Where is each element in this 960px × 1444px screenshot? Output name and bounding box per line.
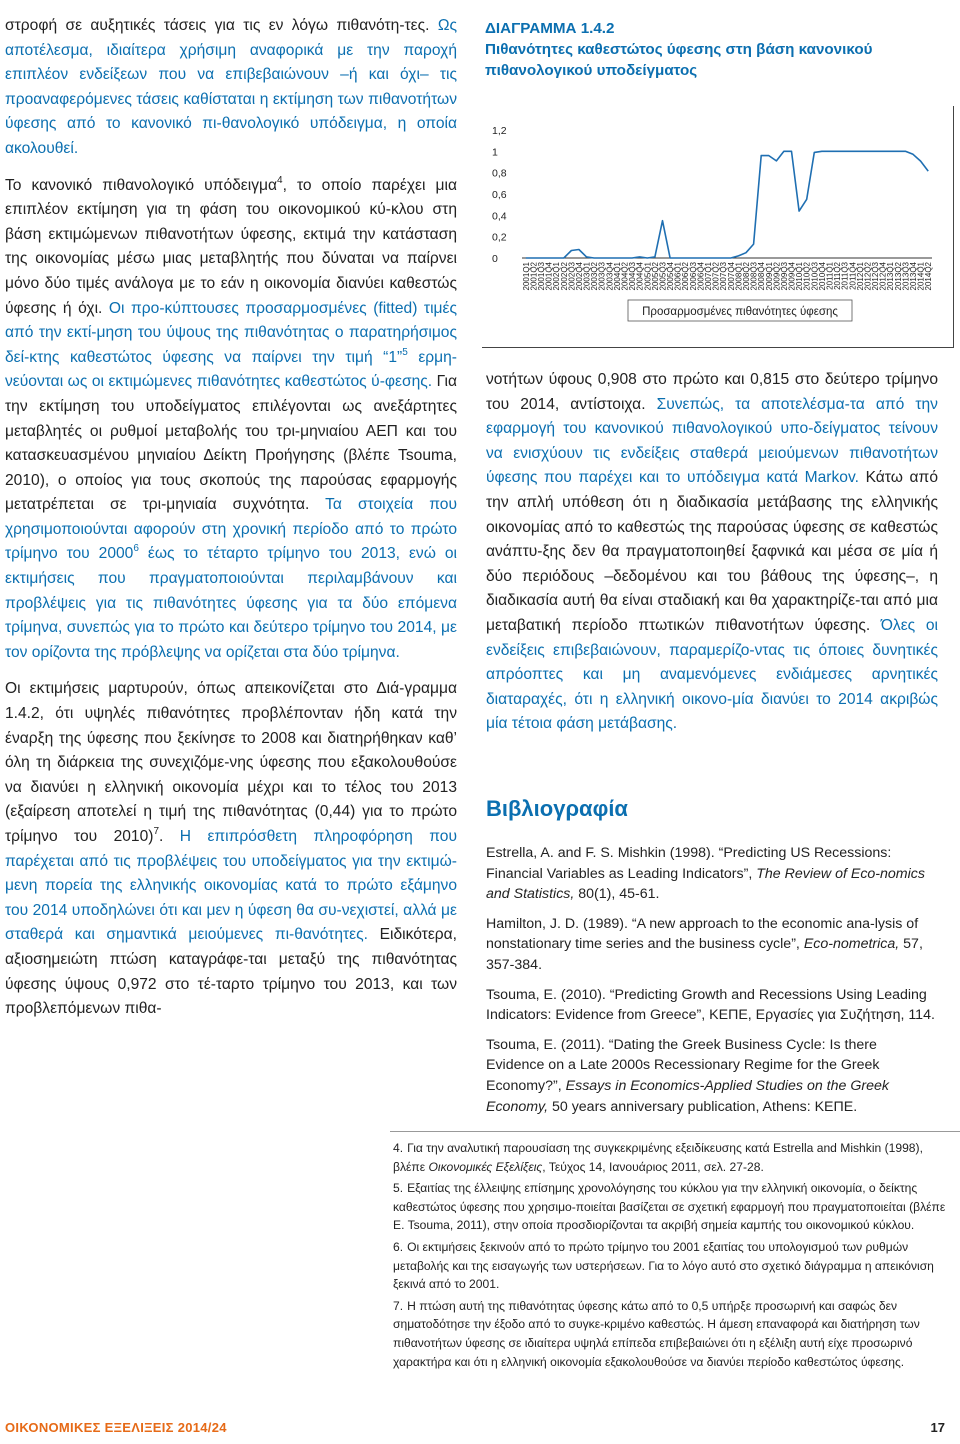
p2-text-b: , το οποίο παρέχει μια επιπλέον εκτίμηση για τη φάση του οικονομικού κύ-κλου στη βάση εκτιμώμενων πιθανοτήτων ύφεσης, εκτιμά την κατάσταση της οικονομίας μέσω μιας μεταβλητής που δύναται να παίρνει μόνο δύο τιμές ανάλογα με το εάν η οικονομία διανύει καθεστώς ύφεσης ή όχι.	[5, 176, 458, 317]
x-tick-label: 2010Q2	[802, 262, 812, 291]
chart-label: ΔΙΑΓΡΑΜΜΑ 1.4.2	[485, 20, 615, 37]
reference-item	[486, 1035, 938, 1117]
x-tick-label: 2001Q4	[544, 262, 554, 291]
x-tick-label: 2005Q4	[666, 262, 676, 291]
x-tick-label: 2004Q1	[612, 262, 622, 291]
x-tick-label: 2001Q2	[529, 262, 539, 291]
reference-journal: Essays in Economics-Applied Studies on the Greek Economy,	[486, 1077, 889, 1115]
x-tick-label: 2012Q4	[878, 262, 888, 291]
footnote-ref-5[interactable]: 5	[402, 346, 408, 358]
reference-item	[486, 985, 938, 1026]
reference-text: Tsouma, E. (2010). “Predicting Growth and Recessions Using Leading Indicators: Evidence from Greece”, ΚΕΠΕ, Εργασίες για Συζήτηση, 114.	[486, 986, 935, 1024]
reference-details: 57, 357-384.	[486, 936, 923, 973]
footnote-text-end: , Τεύχος 14, Ιανουάριος 2011, σελ. 27-28.	[542, 1159, 764, 1174]
reference-text: Hamilton, J. D. (1989). “A new approach to the economic ana-lysis of nonstationary time series and the business cycle”,	[486, 915, 919, 953]
x-tick-label: 2011Q1	[825, 262, 835, 290]
paragraph-3	[5, 677, 457, 1021]
reference-journal: Eco-nometrica,	[803, 936, 900, 953]
x-tick-label: 2003Q1	[582, 262, 592, 291]
x-tick-label: 2012Q2	[863, 262, 873, 291]
pr1-highlight-2: Όλες οι ενδείξεις επιβεβαιώνουν, παραμερίζο-ντας τις όποιες δυνητικές απρόοπτες και μη αναμενόμενες ενδιάμεσες αρνητικές διαταραχές, ότι η ελληνική οικονο-μία διανύει το 2014 ακριβώς μία τέτοια φάση μετάβασης.	[486, 616, 938, 733]
x-tick-label: 2003Q2	[590, 262, 600, 291]
left-column	[5, 14, 457, 1022]
y-tick-label: 1,2	[492, 125, 507, 137]
x-tick-label: 2002Q3	[567, 262, 577, 291]
x-tick-label: 2006Q1	[673, 262, 683, 291]
y-tick-label: 0,6	[492, 189, 507, 201]
x-tick-label: 2007Q4	[726, 262, 736, 291]
paragraph-1	[5, 14, 457, 162]
pr1-highlight-1: Συνεπώς, τα αποτελέσμα-τα από την εφαρμογή του κανονικού πιθανολογικού υπο-δείγματος τείνουν να ενισχύουν τις ενδείξεις σταθερά μειούμενων πιθανοτήτων ύφεσης που παρέχει και το υπόδειγμα κατά Markov.	[486, 395, 938, 487]
x-tick-label: 2003Q4	[605, 262, 615, 291]
footnote-divider	[390, 1131, 960, 1132]
footnote-number: 6.	[393, 1239, 404, 1254]
footnote-text: Η πτώση αυτή της πιθανότητας ύφεσης κάτω από το 0,5 υπήρξε προσωρινή και σαφώς δεν σηματοδότησε την έξοδο από το συγκε-κριμένο καθεστώς. Η άμεση επαναφορά και διατήρηση των πιθανοτήτων ύφεσης σε ιδιαίτερα υψηλά επίπεδα επιβεβαιώνει ότι η εξέλιξη αυτή είχε προσωρινό χαρακτήρα και ότι η ελληνική οικονομία εξακολουθούσε να διανύει περίοδο καθεστώτος ύφεσης.	[393, 1298, 920, 1369]
x-tick-label: 2011Q4	[848, 262, 858, 290]
x-tick-label: 2003Q3	[597, 262, 607, 291]
x-tick-label: 2002Q2	[559, 262, 569, 291]
p2-highlight-2: ερμη-νεύονται ως οι εκτιμώμενες πιθανότητες καθεστώτος ύ-φεσης.	[5, 348, 457, 391]
x-tick-label: 2010Q3	[810, 262, 820, 291]
reference-journal: The Review of Eco-nomics and Statistics,	[486, 865, 925, 903]
footnotes	[393, 1139, 953, 1374]
page-footer	[5, 1420, 945, 1440]
x-tick-label: 2013Q3	[901, 262, 911, 291]
x-tick-label: 2013Q1	[886, 262, 896, 291]
p3-text-e: Ειδικότερα, αξιοσημειώτη πτώση καταγράφε-ται μεταξύ της πιθανότητας ύφεσης ύψους 0,972 στο τέ-ταρτο τρίμηνο του 2013, και των προβλεπόμενων πιθα-	[5, 926, 457, 1018]
y-tick-label: 0,4	[492, 210, 507, 223]
footnote-4	[393, 1139, 953, 1176]
chart-panel	[482, 14, 954, 348]
x-tick-label: 2012Q3	[871, 262, 881, 291]
x-tick-label: 2001Q1	[521, 262, 531, 291]
paragraph-2	[5, 174, 457, 666]
x-tick-label: 2009Q3	[779, 262, 789, 291]
p3-highlight: Η επιπρόσθετη πληροφόρηση που παρέχεται από τις προβλέψεις του υποδείγματος για την εκτιμώ-μενη πορεία της ελληνικής οικονομίας κατά το πρώτο εξάμηνο του 2014 υποδηλώνει ότι και μεν η ύφεση θα συ-νεχιστεί, αλλά με σταθερά και σημαντικά μειούμενες πι-θανότητες.	[5, 828, 457, 944]
x-tick-label: 2006Q4	[696, 262, 706, 291]
bibliography-list	[486, 843, 938, 1126]
bibliography-heading: Βιβλιογραφία	[486, 796, 628, 821]
page-number: 17	[930, 1420, 945, 1435]
p3-text-c: αν ήδη κατά την έναρξη της ύφεσης που ξεκίνησε το 2008 και διατηρήθηκαν καθ’ όλη τη διάρκεια της συνεχιζόμε-νης ύφεσης που εξακολουθούσε να διανύει η ελληνική οικονομία μέχρι και το τέλος του 2013 (εξαίρεση αποτελεί η τιμή της πιθανότητας (0,44) για το πρώτο τρίμηνο του 2010)	[5, 705, 457, 845]
y-tick-label: 1	[492, 146, 498, 159]
series-line-recession-probability	[526, 151, 928, 258]
pr1-text-b: Κάτω από την απλή υπόθεση ότι η διαδικασία μετάβασης της ελληνικής οικονομίας από το καθεστώς της παρούσας ύφεσης σε καθεστώς ανάπτυ-ξης δεν θα πραγματοποιηθεί ξαφνικά και μέσα σε μία ή δύο περιόδους –δεδομένου και του βάθους της ύφεσης–, η διαδικασία αυτή θα είναι σταδιακή και θα χαρακτηρίζε-ται από μια μεταβατική περίοδο πτωτικών πιθανοτήτων ύφεσης.	[486, 469, 938, 634]
x-tick-label: 2005Q3	[658, 262, 668, 291]
x-tick-label: 2013Q4	[909, 262, 919, 291]
footnote-7	[393, 1297, 953, 1371]
p3-text-d: .	[159, 828, 180, 845]
footnote-number: 5.	[393, 1181, 404, 1196]
x-tick-label: 2004Q4	[635, 262, 645, 291]
x-tick-label: 2008Q4	[757, 262, 767, 291]
x-tick-label: 2009Q2	[772, 262, 782, 291]
x-tick-label: 2005Q2	[650, 262, 660, 291]
legend-label: Προσαρμοσμένες πιθανότητες ύφεσης	[642, 306, 838, 318]
x-tick-label: 2002Q4	[574, 262, 584, 291]
x-tick-label: 2001Q3	[536, 262, 546, 291]
p1-text: στροφή σε αυξητικές τάσεις για τις εν λόγω πιθανότη-τες.	[5, 17, 438, 34]
footnote-5	[393, 1179, 953, 1235]
footnote-italic: Οικονομικές Εξελίξεις	[428, 1159, 543, 1174]
publication-title: ΟΙΚΟΝΟΜΙΚΕΣ ΕΞΕΛΙΞΕΙΣ 2014/24	[5, 1420, 227, 1435]
x-tick-label: 2002Q1	[552, 262, 562, 291]
reference-text: Tsouma, E. (2011). “Dating the Greek Business Cycle: Is there Evidence on a Late 2000s Recessionary Regime for the Greek Economy?”,	[486, 1036, 880, 1094]
reference-item	[486, 843, 938, 905]
footnote-6	[393, 1238, 953, 1294]
x-tick-label: 2008Q3	[749, 262, 759, 291]
reference-item	[486, 914, 938, 976]
y-tick-label: 0,8	[492, 167, 507, 180]
footnote-ref-6[interactable]: 6	[133, 543, 139, 555]
footnote-ref-7[interactable]: 7	[153, 826, 160, 837]
p2-highlight-4: έως το τέταρτο τρίμηνο του 2013, ενώ οι εκτιμήσεις που πραγματοποιούνται περιλαμβάνουν και προβλέψεις για τις πιθανότητες ύφεσης για τα δύο επόμενα τρίμηνα, συνεπώς για το πρώτο και δεύτερο τρίμηνο του 2014, με τον ορίζοντα της πρόβλεψης να ορίζεται στα δύο τρίμηνα.	[5, 545, 457, 661]
right-column	[486, 368, 938, 737]
x-tick-label: 2009Q1	[764, 262, 774, 291]
footnote-text: Οι εκτιμήσεις ξεκινούν από το πρώτο τρίμηνο του 2001 εξαιτίας του υπολογισμού των ρυθμών μεταβολής και της εισαγωγής των υστερήσεων. Για το λόγο αυτό στο σχετικό διάγραμμα η απεικόνιση ξεκινά από το 2001.	[393, 1239, 934, 1292]
x-tick-label: 2010Q1	[795, 262, 805, 291]
x-tick-label: 2011Q2	[833, 262, 843, 290]
x-tick-label: 2012Q1	[855, 262, 865, 291]
reference-text: Estrella, A. and F. S. Mishkin (1998). “Predicting US Recessions: Financial Variables as Leading Indicators”,	[486, 845, 892, 882]
p2-text-a: Το κανονικό πιθανολογικό υπόδειγμα	[5, 176, 278, 194]
x-tick-label: 2004Q3	[628, 262, 638, 291]
footnote-ref-4[interactable]: 4	[277, 174, 283, 186]
x-tick-label: 2005Q1	[643, 262, 653, 291]
x-tick-label: 2006Q2	[681, 262, 691, 291]
x-tick-label: 2010Q4	[817, 262, 827, 291]
p2-highlight-3: Τα στοιχεία που χρησιμοποιούνται αφορούν στη χρονική περίοδο από το πρώτο τρίμηνο του 2000	[5, 496, 457, 563]
footnote-number: 7.	[393, 1298, 404, 1313]
recession-probability-chart	[482, 106, 954, 348]
x-tick-label: 2004Q2	[620, 262, 630, 291]
y-tick-label: 0,2	[492, 231, 507, 244]
x-tick-label: 2006Q3	[688, 262, 698, 291]
y-tick-label: 0	[492, 253, 498, 265]
footnote-text: Εξαιτίας της έλλειψης επίσημης χρονολόγησης του κύκλου για την ελληνική οικονομία, ο δείκτης καθεστώτος ύφεσης που χρησιμο-ποιείται βασίζεται σε σχετική εφαρμογή που πραγματοποιείται (βλέπε E. Tsouma, 2011), στην οποία προσδιορίζονται τα ακριβή σημεία καμπής του οικονομικού κύκλου.	[393, 1181, 946, 1233]
x-tick-label: 2014Q1	[916, 262, 926, 291]
reference-details: 80(1), 45-61.	[574, 886, 660, 903]
x-tick-label: 2009Q4	[787, 262, 797, 291]
x-tick-label: 2011Q3	[840, 262, 850, 290]
chart-title: Πιθανότητες καθεστώτος ύφεσης στη βάση κανονικού πιθανολογικού υποδείγματος	[485, 41, 873, 79]
x-tick-label: 2007Q1	[704, 262, 714, 291]
p1-highlight: Ως αποτέλεσμα, ιδιαίτερα χρήσιμη αναφορικά με την παροχή επιπλέον ενδείξεων που να επιβεβαιώνουν –ή και όχι– τις προαναφερόμενες τάσεις καθίσταται η εκτίμηση των πιθανοτήτων ύφεσης από το κανονικό πι-θανολογικό υπόδειγμα, η οποία ακολουθεί.	[5, 17, 457, 157]
x-tick-label: 2008Q1	[734, 262, 744, 291]
reference-details: 50 years anniversary publication, Athens: ΚΕΠΕ.	[548, 1098, 858, 1115]
x-tick-label: 2007Q2	[711, 262, 721, 291]
x-tick-label: 2008Q2	[741, 262, 751, 291]
footnote-text: Για την αναλυτική παρουσίαση της συγκεκριμένης εξειδίκευσης κατά Estrella and Mishkin (1998), βλέπε	[393, 1141, 923, 1174]
p2-highlight-1: Οι προ-κύπτουσες προσαρμοσμένες (fitted) τιμές από την εκτί-μηση του ύψους της πιθανότητας ο παρατηρήσιμος δεί-κτης καθεστώτος ύφεσης να παίρνει την τιμή “1”	[5, 299, 457, 366]
p3-text-a: Οι εκτιμήσεις μαρτυρούν, όπως απεικονίζεται στο Διά-γραμμα 1.4.2, ότι υψηλές πιθανότητες προβλέποντ	[5, 680, 457, 723]
x-tick-label: 2007Q3	[719, 262, 729, 291]
footnote-number: 4.	[393, 1141, 404, 1155]
x-tick-label: 2013Q2	[893, 262, 903, 291]
x-tick-label: 2014Q2	[924, 262, 934, 291]
pr1-text-a: νοτήτων ύφους 0,908 στο πρώτο και 0,815 στο δεύτερο τρίμηνο του 2014, αντίστοιχα.	[486, 371, 938, 413]
paragraph-right-1	[486, 368, 938, 737]
p2-text-c: Για την εκτίμηση του υποδείγματος επιλέγονται ως ανεξάρτητες μεταβλητές οι ρυθμοί μεταβολής του τρι-μηνιαίου ΑΕΠ και του κατασκευασμένου μηνιαίου Δείκτη Προήγησης (βλέπε Tsouma, 2010), ο οποίος για τους σκοπούς της παρούσας εφαρμογής μετατρέπεται σε τρι-μηνιαία συχνότητα.	[5, 373, 457, 514]
